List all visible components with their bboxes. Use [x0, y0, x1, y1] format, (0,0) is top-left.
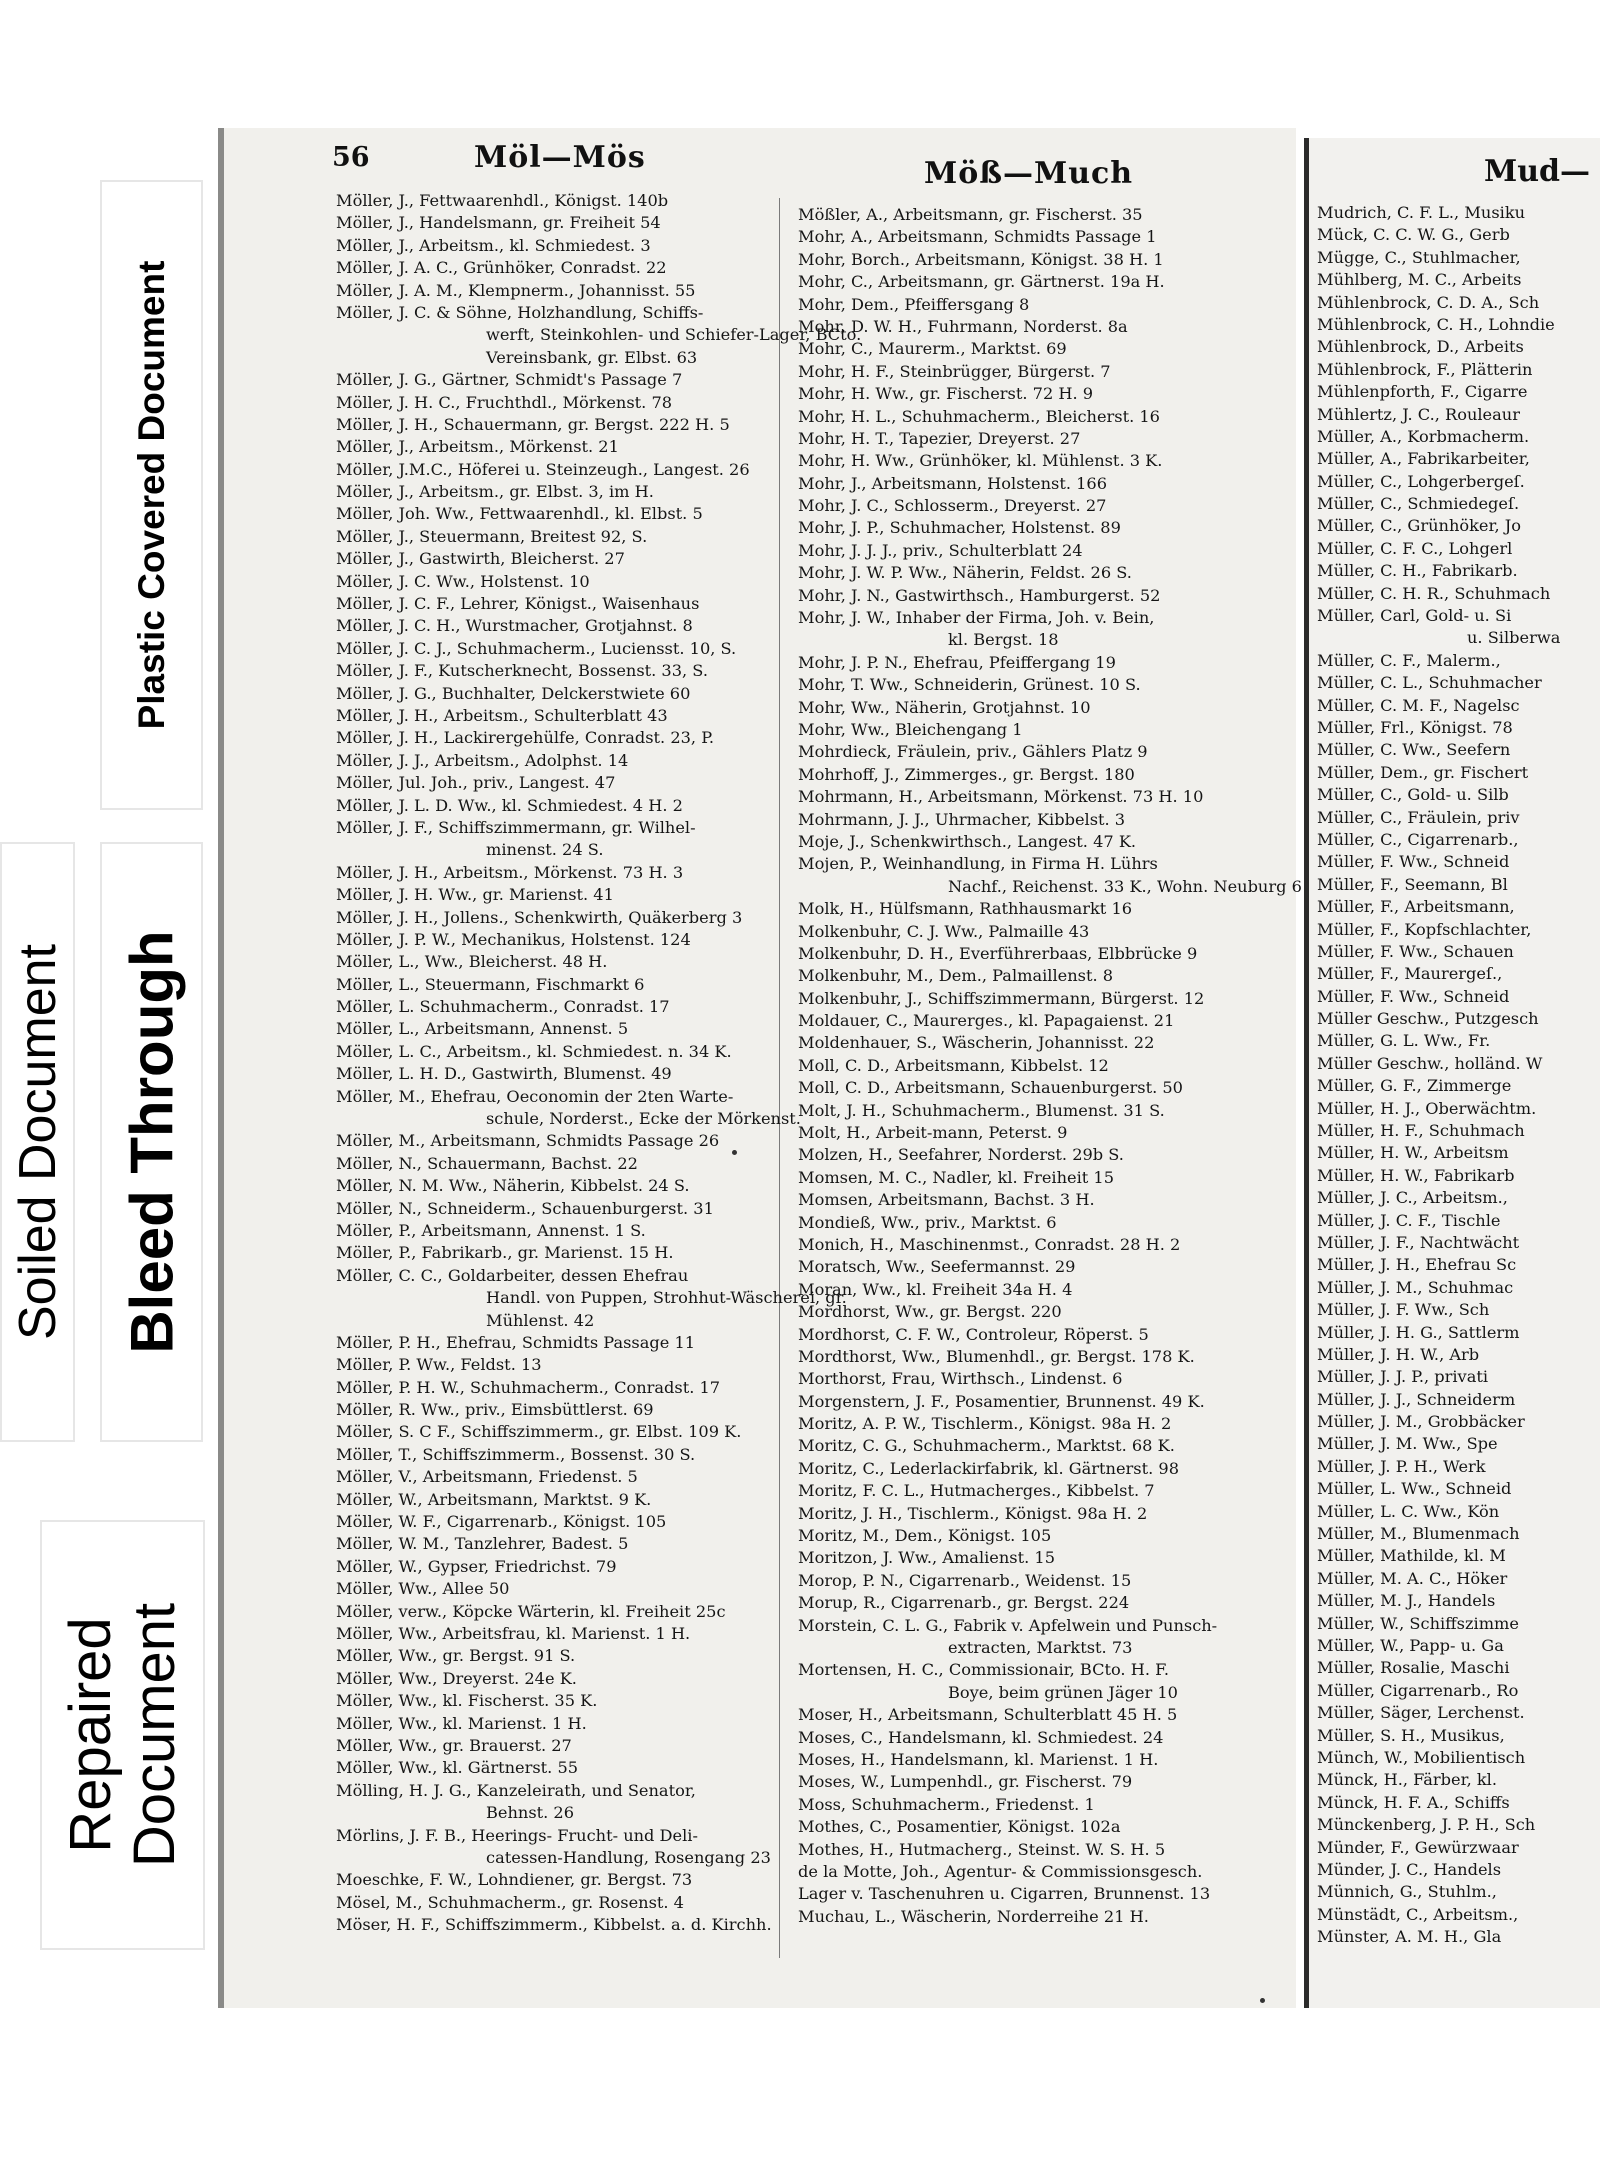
directory-entry-line: Möller, W. F., Cigarrenarb., Königst. 105 [336, 1512, 667, 1532]
directory-entry-line: Mothes, H., Hutmacherg., Steinst. W. S. H. 5 [798, 1839, 1166, 1859]
directory-entry-line: Mortensen, H. C., Commissionair, BCto. H. F. [798, 1660, 1169, 1680]
directory-entry-line: Möller, J. L. D. Ww., kl. Schmiedest. 4 H. 2 [336, 795, 683, 815]
page-number: 56 [332, 142, 370, 173]
directory-entry-line: Mohrmann, H., Arbeitsmann, Mörkenst. 73 H. 10 [798, 787, 1204, 807]
directory-entry-line: Müller, J. M. Ww., Spe [1317, 1434, 1498, 1454]
directory-entry-line: Müller, J. H. G., Sattlerm [1317, 1322, 1520, 1342]
directory-entry-line: Morgenstern, J. F., Posamentier, Brunnenst. 49 K. [798, 1391, 1205, 1411]
directory-entry-line: Müller, C., Lohgerbergeſ. [1317, 471, 1525, 491]
directory-entry-line: Müller, C. F., Malerm., [1317, 650, 1501, 670]
directory-entry-line: Möller, J. H., Schauermann, gr. Bergst. 222 H. 5 [336, 414, 730, 434]
directory-entry-line: Mohr, C., Maurerm., Marktst. 69 [798, 339, 1067, 359]
directory-entry-line: Möller, J. P. W., Mechanikus, Holstenst. 124 [336, 929, 691, 949]
directory-entry-line: Mohr, J. P. N., Ehefrau, Pfeiffergang 19 [798, 652, 1116, 672]
directory-entry-line: Mohr, D. W. H., Fuhrmann, Norderst. 8a [798, 316, 1128, 336]
directory-entry-line: Müller, C., Fräulein, priv [1317, 807, 1520, 827]
directory-entry-line: Müller, L. C. Ww., Kön [1317, 1501, 1500, 1521]
directory-entry-line: Mohr, Ww., Näherin, Grotjahnst. 10 [798, 697, 1091, 717]
directory-entry-line: Möller, J. A. M., Klempnerm., Johannisst. 55 [336, 280, 696, 300]
directory-entry-line: werft, Steinkohlen- und Schiefer-Lager, BCto. [486, 325, 862, 345]
directory-entry-line: Müller Geschw., Putzgesch [1317, 1009, 1539, 1029]
directory-entry-line: Möller, W. M., Tanzlehrer, Badest. 5 [336, 1534, 629, 1554]
scan-bottom-margin [205, 2008, 1600, 2177]
directory-entry-line: Münder, J. C., Handels [1317, 1859, 1502, 1879]
directory-entry-line: Möller, Ww., gr. Brauerst. 27 [336, 1735, 572, 1755]
directory-entry-line: Vereinsbank, gr. Elbst. 63 [486, 347, 698, 367]
directory-entry-line: Möller, J., Gastwirth, Bleicherst. 27 [336, 549, 625, 569]
directory-entry-line: Möller, J. G., Buchhalter, Delckerstwiete 60 [336, 683, 691, 703]
directory-entry-line: Müller, Rosalie, Maschi [1317, 1658, 1510, 1678]
directory-entry-line: Müller, Mathilde, kl. M [1317, 1546, 1506, 1566]
directory-entry-line: Müller, J. H., Ehefrau Sc [1317, 1255, 1517, 1275]
directory-entry-line: Möller, J. C. F., Lehrer, Königst., Waisenhaus [336, 594, 700, 614]
directory-entry-line: Behnst. 26 [486, 1803, 575, 1823]
left-directory-column [336, 190, 862, 1970]
directory-entry-line: Mohr, T. Ww., Schneiderin, Grünest. 10 S. [798, 675, 1141, 695]
directory-entry-line: Münch, W., Mobilientisch [1317, 1747, 1526, 1767]
directory-entry-line: Möller, J. C. J., Schuhmacherm., Luciensst. 10, S. [336, 638, 737, 658]
directory-entry-line: Müller, C., Schmiedegeſ. [1317, 494, 1520, 514]
directory-entry-line: Müller, G. L. Ww., Fr. [1317, 1031, 1491, 1051]
directory-entry-line: Müller, J. F., Nachtwächt [1317, 1232, 1520, 1252]
directory-entry-line: Mühlertz, J. C., Rouleaur [1317, 404, 1520, 424]
directory-entry-line: Möller, W., Arbeitsmann, Marktst. 9 K. [336, 1489, 652, 1509]
directory-entry-line: Moritz, F. C. L., Hutmacherges., Kibbelst. 7 [798, 1481, 1155, 1501]
directory-entry-line: Mohr, J. J. J., priv., Schulterblatt 24 [798, 540, 1083, 560]
directory-entry-line: Möller, J., Fettwaarenhdl., Königst. 140b [336, 191, 669, 210]
directory-entry-line: Müller, J. F. Ww., Sch [1317, 1300, 1490, 1320]
directory-entry-line: Moritz, M., Dem., Königst. 105 [798, 1526, 1052, 1546]
directory-entry-line: Mohrhoff, J., Zimmerges., gr. Bergst. 180 [798, 764, 1135, 784]
directory-entry-line: Mühlenbrock, C. H., Lohndie [1317, 314, 1555, 334]
directory-entry-line: Morthorst, Frau, Wirthsch., Lindenst. 6 [798, 1369, 1123, 1389]
directory-entry-line: Mühlberg, M. C., Arbeits [1317, 270, 1522, 290]
directory-entry-line: Müller, J. J. P., privati [1317, 1367, 1489, 1387]
right-directory-column [1317, 202, 1607, 1982]
label-repaired-document [40, 1520, 205, 1950]
directory-entry-line: Möller, Jul. Joh., priv., Langest. 47 [336, 773, 616, 793]
directory-entry-line: Mohr, C., Arbeitsmann, gr. Gärtnerst. 19a H. [798, 272, 1165, 292]
label-plastic-covered-document-text: Plastic Covered Document [130, 260, 172, 730]
directory-entry-line: Müller, S. H., Musikus, [1317, 1725, 1505, 1745]
directory-entry-line: Müller, C. H., Fabrikarb. [1317, 561, 1518, 581]
directory-entry-line: Moritzon, J. Ww., Amalienst. 15 [798, 1548, 1056, 1568]
directory-entry-line: Möller, C. C., Goldarbeiter, dessen Ehefrau [336, 1265, 689, 1285]
directory-entry-line: Möller, L., Steuermann, Fischmarkt 6 [336, 974, 645, 994]
directory-entry-line: Molk, H., Hülfsmann, Rathhausmarkt 16 [798, 899, 1133, 919]
directory-entry-line: Möller, N., Schauermann, Bachst. 22 [336, 1153, 638, 1173]
directory-entry-line: Möller, R. Ww., priv., Eimsbüttlerst. 69 [336, 1400, 654, 1420]
directory-entry-line: Münck, H. F. A., Schiffs [1317, 1792, 1510, 1812]
label-bleed-through-text: Bleed Through [118, 930, 185, 1354]
directory-entry-line: Müller, A., Fabrikarbeiter, [1317, 449, 1530, 469]
directory-entry-line: Mölling, H. J. G., Kanzeleirath, und Senator, [336, 1780, 696, 1800]
directory-entry-line: Moldenhauer, S., Wäscherin, Johannisst. 22 [798, 1033, 1155, 1053]
left-running-head: Möl—Mös [474, 140, 646, 175]
directory-entry-line: Möller, N., Schneiderm., Schauenburgerst. 31 [336, 1198, 714, 1218]
directory-entry-line: Mohr, J. W., Inhaber der Firma, Joh. v. Bein, [798, 608, 1155, 628]
directory-entry-line: Morstein, C. L. G., Fabrik v. Apfelwein und Punsch- [798, 1615, 1218, 1635]
directory-entry-line: Möller, J. C. Ww., Holstenst. 10 [336, 571, 590, 591]
directory-entry-line: Möller, P. H. W., Schuhmacherm., Conradst. 17 [336, 1377, 721, 1397]
book-page-right [1304, 138, 1600, 2018]
directory-entry-line: Moran, Ww., kl. Freiheit 34a H. 4 [798, 1279, 1073, 1299]
directory-entry-line: Münckenberg, J. P. H., Sch [1317, 1815, 1536, 1835]
directory-entry-line: Möller, verw., Köpcke Wärterin, kl. Freiheit 25c [336, 1601, 726, 1621]
directory-entry-line: Mohr, J. N., Gastwirthsch., Hamburgerst. 52 [798, 585, 1161, 605]
directory-entry-line: Moldauer, C., Maurerges., kl. Papagaienst. 21 [798, 1011, 1175, 1031]
directory-entry-line: Möller, J. F., Schiffszimmermann, gr. Wilhel- [336, 817, 696, 837]
label-strip [0, 0, 205, 2177]
directory-entry-line: Mondieß, Ww., priv., Marktst. 6 [798, 1212, 1057, 1232]
directory-entry-line: Mühlenpforth, F., Cigarre [1317, 382, 1528, 402]
directory-entry-line: Möller, J. H., Arbeitsm., Mörkenst. 73 H. 3 [336, 862, 684, 882]
directory-entry-line: Möller, J. H., Lackirergehülfe, Conradst. 23, P. [336, 728, 714, 748]
directory-entry-line: Moser, H., Arbeitsmann, Schulterblatt 45 H. 5 [798, 1705, 1178, 1725]
directory-entry-line: Müller, L. Ww., Schneid [1317, 1479, 1512, 1499]
directory-entry-line: Mojen, P., Weinhandlung, in Firma H. Lührs [798, 854, 1158, 874]
directory-entry-line: Mohr, J. W. P. Ww., Näherin, Feldst. 26 S. [798, 563, 1132, 583]
directory-entry-line: Müller, F. Ww., Schneid [1317, 986, 1510, 1006]
directory-entry-line: Moeschke, F. W., Lohndiener, gr. Bergst. 73 [336, 1870, 693, 1890]
directory-entry-line: Möller, P. H., Ehefrau, Schmidts Passage 11 [336, 1332, 696, 1352]
directory-entry-line: Möller, V., Arbeitsmann, Friedenst. 5 [336, 1467, 638, 1487]
directory-entry-line: Möller, L. Schuhmacherm., Conradst. 17 [336, 997, 670, 1017]
directory-entry-line: Möller, L. H. D., Gastwirth, Blumenst. 49 [336, 1064, 672, 1084]
directory-entry-line: Möller, T., Schiffszimmerm., Bossenst. 30 S. [336, 1444, 696, 1464]
directory-entry-line: Mohr, H. Ww., Grünhöker, kl. Mühlenst. 3 K. [798, 451, 1163, 471]
directory-entry-line: Müller, Carl, Gold- u. Si [1317, 606, 1512, 626]
directory-entry-line: Möller, Ww., Dreyerst. 24e K. [336, 1668, 577, 1688]
directory-entry-line: Mohr, H. L., Schuhmacherm., Bleicherst. 16 [798, 406, 1160, 426]
directory-entry-line: Möller, J. C. & Söhne, Holzhandlung, Schiffs- [336, 302, 704, 322]
directory-entry-line: Molkenbuhr, C. J. Ww., Palmaille 43 [798, 921, 1090, 941]
directory-entry-line: Müller, C. L., Schuhmacher [1317, 673, 1542, 693]
directory-entry-line: Müller, M. A. C., Höker [1317, 1568, 1508, 1588]
directory-entry-line: Muchau, L., Wäscherin, Norderreihe 21 H. [798, 1906, 1149, 1926]
directory-entry-line: Möller, W., Gypser, Friedrichst. 79 [336, 1556, 617, 1576]
directory-entry-line: Mohr, J. P., Schuhmacher, Holstenst. 89 [798, 518, 1121, 538]
directory-entry-line: Möller, J., Arbeitsm., kl. Schmiedest. 3 [336, 235, 651, 255]
ink-speck [732, 1150, 737, 1155]
directory-entry-line: Mörlins, J. F. B., Heerings- Frucht- und Deli- [336, 1825, 698, 1845]
directory-entry-line: Mohrmann, J. J., Uhrmacher, Kibbelst. 3 [798, 809, 1126, 829]
directory-entry-line: Möller, J. H. C., Fruchthdl., Mörkenst. 78 [336, 392, 673, 412]
directory-entry-line: Moss, Schuhmacherm., Friedenst. 1 [798, 1794, 1095, 1814]
directory-entry-line: Möller, M., Arbeitsmann, Schmidts Passage 26 [336, 1131, 720, 1151]
directory-entry-line: Molkenbuhr, M., Dem., Palmaillenst. 8 [798, 966, 1114, 986]
directory-entry-line: schule, Norderst., Ecke der Mörkenst. [486, 1109, 801, 1129]
directory-entry-line: Momsen, Arbeitsmann, Bachst. 3 H. [798, 1190, 1095, 1210]
directory-entry-line: Mohr, Ww., Bleichengang 1 [798, 719, 1023, 739]
directory-entry-line: Müller, H. W., Arbeitsm [1317, 1143, 1509, 1163]
directory-entry-line: Möller, J. H. Ww., gr. Marienst. 41 [336, 885, 614, 905]
directory-entry-line: Möller, Ww., gr. Bergst. 91 S. [336, 1646, 576, 1666]
directory-entry-line: Müller, Säger, Lerchenst. [1317, 1703, 1525, 1723]
directory-entry-line: Müller, C., Grünhöker, Jo [1317, 516, 1521, 536]
directory-entry-line: Molkenbuhr, D. H., Everführerbaas, Elbbrücke 9 [798, 943, 1198, 963]
directory-entry-line: Müller, J. J., Schneiderm [1317, 1389, 1516, 1409]
directory-entry-line: Möller, J., Handelsmann, gr. Freiheit 54 [336, 213, 661, 233]
directory-entry-line: catessen-Handlung, Rosengang 23 [486, 1847, 771, 1867]
directory-entry-line: Müller, J. M., Grobbäcker [1317, 1412, 1525, 1432]
directory-entry-line: Müller, F. Ww., Schneid [1317, 852, 1510, 872]
directory-entry-line: Molzen, H., Seefahrer, Norderst. 29b S. [798, 1145, 1124, 1165]
directory-entry-line: Müller, Dem., gr. Fischert [1317, 762, 1529, 782]
directory-entry-line: Münder, F., Gewürzwaar [1317, 1837, 1519, 1857]
directory-entry-line: Lager v. Taschenuhren u. Cigarren, Brunnenst. 13 [798, 1884, 1211, 1904]
directory-entry-line: Morup, R., Cigarrenarb., gr. Bergst. 224 [798, 1593, 1130, 1613]
directory-entry-line: Müller, W., Papp- u. Ga [1317, 1636, 1504, 1655]
directory-entry-line: Müller, Frl., Königst. 78 [1317, 717, 1513, 737]
directory-entry-line: Mück, C. C. W. G., Gerb [1317, 225, 1510, 245]
directory-entry-line: Mordthorst, Ww., Blumenhdl., gr. Bergst. 178 K. [798, 1346, 1195, 1366]
directory-entry-line: Möller, J., Arbeitsm., Mörkenst. 21 [336, 437, 619, 457]
directory-entry-line: Möller, Ww., Arbeitsfrau, kl. Marienst. 1 H. [336, 1624, 691, 1643]
directory-entry-line: Mohr, Borch., Arbeitsmann, Königst. 38 H. 1 [798, 249, 1164, 269]
directory-entry-line: Möller, Ww., kl. Marienst. 1 H. [336, 1713, 587, 1733]
directory-entry-line: Molkenbuhr, J., Schiffszimmermann, Bürgerst. 12 [798, 988, 1205, 1008]
directory-entry-line: Mühlenbrock, C. D. A., Sch [1317, 292, 1540, 312]
directory-entry-line: Mordhorst, Ww., gr. Bergst. 220 [798, 1302, 1062, 1322]
directory-entry-line: Müller, M. J., Handels [1317, 1591, 1496, 1611]
directory-entry-line: Müller, G. F., Zimmerge [1317, 1076, 1512, 1096]
directory-entry-line: Müller, M., Blumenmach [1317, 1524, 1520, 1544]
directory-entry-line: Mühlenbrock, F., Plätterin [1317, 359, 1533, 379]
directory-entry-line: Monich, H., Maschinenmst., Conradst. 28 H. 2 [798, 1234, 1181, 1254]
directory-entry-line: Möller, P. Ww., Feldst. 13 [336, 1355, 542, 1375]
directory-entry-line: Müller, F., Kopfschlachter, [1317, 919, 1532, 939]
directory-entry-line: Moll, C. D., Arbeitsmann, Kibbelst. 12 [798, 1055, 1109, 1075]
directory-entry-line: Möller, L., Arbeitsmann, Annenst. 5 [336, 1019, 629, 1039]
directory-entry-line: Müller, F., Arbeitsmann, [1317, 897, 1515, 917]
directory-entry-line: Müller, A., Korbmacherm. [1317, 426, 1530, 446]
directory-entry-line: Moritz, C. G., Schuhmacherm., Marktst. 68 K. [798, 1436, 1175, 1456]
directory-entry-line: Münck, H., Färber, kl. [1317, 1770, 1497, 1790]
directory-entry-line: Münstädt, C., Arbeitsm., [1317, 1904, 1519, 1924]
directory-entry-line: Molt, J. H., Schuhmacherm., Blumenst. 31 S. [798, 1100, 1165, 1120]
directory-entry-line: extracten, Marktst. 73 [948, 1638, 1133, 1657]
directory-entry-line: Möller, J. H., Arbeitsm., Schulterblatt 43 [336, 705, 668, 725]
label-soiled-document-text: Soiled Document [8, 944, 67, 1340]
label-repaired-document-text: Repaired Document [57, 1602, 187, 1868]
directory-entry-line: Müller, H. W., Fabrikarb [1317, 1165, 1515, 1185]
center-directory-column [798, 204, 1302, 1984]
directory-entry-line: Müller, F., Maurergeſ., [1317, 964, 1503, 984]
directory-entry-line: Möller, L. C., Arbeitsm., kl. Schmiedest. n. 34 K. [336, 1041, 732, 1061]
directory-entry-line: Mothes, C., Posamentier, Königst. 102a [798, 1817, 1121, 1837]
directory-entry-line: Mößler, A., Arbeitsmann, gr. Fischerst. 35 [798, 205, 1143, 224]
directory-entry-line: Moratsch, Ww., Seefermannst. 29 [798, 1257, 1076, 1277]
directory-entry-line: Münnich, G., Stuhlm., [1317, 1882, 1497, 1902]
directory-entry-line: minenst. 24 S. [486, 840, 604, 860]
right-running-head: Mud— [1484, 154, 1590, 189]
book-page-left [218, 128, 1302, 2008]
directory-entry-line: Morop, P. N., Cigarrenarb., Weidenst. 15 [798, 1570, 1132, 1590]
directory-entry-line: Mühlenbrock, D., Arbeits [1317, 337, 1524, 357]
directory-entry-line: de la Motte, Joh., Agentur- & Commissionsgesch. [798, 1861, 1203, 1881]
directory-entry-line: Müller, F. Ww., Schauen [1317, 941, 1514, 961]
directory-entry-line: Möller, Joh. Ww., Fettwaarenhdl., kl. Elbst. 5 [336, 504, 703, 524]
directory-entry-line: Möller, P., Fabrikarb., gr. Marienst. 15 H. [336, 1243, 674, 1263]
directory-entry-line: u. Silberwa [1467, 628, 1561, 648]
directory-entry-line: Nachf., Reichenst. 33 K., Wohn. Neuburg 6 [948, 876, 1302, 896]
directory-entry-line: Möller, J. H., Jollens., Schenkwirth, Quäkerberg 3 [336, 907, 743, 927]
directory-entry-line: Möller, J., Arbeitsm., gr. Elbst. 3, im H. [336, 482, 654, 502]
directory-entry-line: Molt, H., Arbeit-mann, Peterst. 9 [798, 1123, 1068, 1143]
directory-entry-line: Müller, F., Seemann, Bl [1317, 874, 1508, 894]
directory-entry-line: Möller, L., Ww., Bleicherst. 48 H. [336, 952, 608, 972]
directory-entry-line: Möller, P., Arbeitsmann, Annenst. 1 S. [336, 1220, 646, 1240]
label-soiled-document [0, 842, 75, 1442]
directory-entry-line: Momsen, M. C., Nadler, kl. Freiheit 15 [798, 1167, 1115, 1187]
directory-entry-line: Mohr, Dem., Pfeiffersgang 8 [798, 294, 1030, 314]
directory-entry-line: Müller, J. C., Arbeitsm., [1317, 1188, 1508, 1208]
directory-entry-line: Mügge, C., Stuhlmacher, [1317, 247, 1521, 267]
directory-entry-line: Moll, C. D., Arbeitsmann, Schauenburgerst. 50 [798, 1078, 1183, 1098]
directory-entry-line: Möller, J. J., Arbeitsm., Adolphst. 14 [336, 750, 629, 770]
directory-entry-line: Mohrdieck, Fräulein, priv., Gählers Platz 9 [798, 742, 1148, 762]
directory-entry-line: Möller, J.M.C., Höferei u. Steinzeugh., Langest. 26 [336, 459, 750, 479]
directory-entry-line: kl. Bergst. 18 [948, 630, 1059, 650]
directory-entry-line: Mohr, J. C., Schlosserm., Dreyerst. 27 [798, 496, 1107, 516]
directory-entry-line: Handl. von Puppen, Strohhut-Wäscherei, gr. [486, 1288, 847, 1308]
directory-entry-line: Müller, J. M., Schuhmac [1317, 1277, 1514, 1297]
directory-entry-line: Möller, Ww., Allee 50 [336, 1579, 510, 1599]
directory-entry-line: Möller, J. G., Gärtner, Schmidt's Passage 7 [336, 370, 683, 390]
directory-entry-line: Müller, C. F. C., Lohgerl [1317, 538, 1513, 558]
directory-entry-line: Möller, J. F., Kutscherknecht, Bossenst. 33, S. [336, 661, 708, 681]
directory-entry-line: Mohr, H. F., Steinbrügger, Bürgerst. 7 [798, 361, 1111, 381]
directory-entry-line: Mohr, H. T., Tapezier, Dreyerst. 27 [798, 428, 1081, 448]
directory-entry-line: Möser, H. F., Schiffszimmerm., Kibbelst. a. d. Kirchh. [336, 1915, 772, 1935]
directory-entry-line: Müller, Cigarrenarb., Ro [1317, 1680, 1519, 1700]
directory-entry-line: Münster, A. M. H., Gla [1317, 1927, 1502, 1947]
directory-entry-line: Mohr, A., Arbeitsmann, Schmidts Passage 1 [798, 227, 1157, 247]
label-plastic-covered-document [100, 180, 203, 810]
directory-entry-line: Müller, H. J., Oberwächtm. [1317, 1098, 1537, 1118]
directory-entry-line: Müller Geschw., holländ. W [1317, 1053, 1543, 1073]
directory-entry-line: Moje, J., Schenkwirthsch., Langest. 47 K. [798, 831, 1137, 851]
directory-entry-line: Mordhorst, C. F. W., Controleur, Röperst. 5 [798, 1324, 1149, 1344]
directory-entry-line: Boye, beim grünen Jäger 10 [948, 1682, 1178, 1702]
directory-entry-line: Müller, J. C. F., Tischle [1317, 1210, 1501, 1230]
ink-speck [1260, 1998, 1265, 2003]
directory-entry-line: Müller, J. P. H., Werk [1317, 1456, 1486, 1476]
directory-entry-line: Müller, C. H. R., Schuhmach [1317, 583, 1551, 603]
directory-entry-line: Müller, H. F., Schuhmach [1317, 1121, 1525, 1141]
center-running-head: Möß—Much [924, 156, 1134, 191]
directory-entry-line: Mohr, J., Arbeitsmann, Holstenst. 166 [798, 473, 1108, 493]
directory-entry-line: Mösel, M., Schuhmacherm., gr. Rosenst. 4 [336, 1892, 684, 1912]
label-bleed-through [100, 842, 203, 1442]
directory-entry-line: Moses, W., Lumpenhdl., gr. Fischerst. 79 [798, 1772, 1133, 1792]
directory-entry-line: Moses, C., Handelsmann, kl. Schmiedest. 24 [798, 1727, 1164, 1747]
directory-entry-line: Müller, C., Gold- u. Silb [1317, 785, 1509, 805]
directory-entry-line: Möller, J. C. H., Wurstmacher, Grotjahnst. 8 [336, 616, 693, 636]
directory-entry-line: Möller, Ww., kl. Gärtnerst. 55 [336, 1758, 579, 1778]
directory-entry-line: Möller, N. M. Ww., Näherin, Kibbelst. 24 S. [336, 1176, 690, 1196]
directory-entry-line: Mohr, H. Ww., gr. Fischerst. 72 H. 9 [798, 384, 1094, 404]
directory-entry-line: Moritz, C., Lederlackirfabrik, kl. Gärtnerst. 98 [798, 1458, 1179, 1478]
directory-entry-line: Möller, S. C F., Schiffszimmerm., gr. Elbst. 109 K. [336, 1422, 742, 1442]
directory-entry-line: Moritz, J. H., Tischlerm., Königst. 98a H. 2 [798, 1503, 1148, 1523]
directory-entry-line: Möller, Ww., kl. Fischerst. 35 K. [336, 1691, 598, 1711]
directory-entry-line: Moritz, A. P. W., Tischlerm., Königst. 98a H. 2 [798, 1414, 1172, 1434]
directory-entry-line: Mühlenst. 42 [486, 1310, 595, 1330]
directory-entry-line: Möller, J., Steuermann, Breitest 92, S. [336, 526, 648, 546]
directory-entry-line: Moses, H., Handelsmann, kl. Marienst. 1 H. [798, 1749, 1159, 1769]
directory-entry-line: Müller, J. H. W., Arb [1317, 1344, 1480, 1364]
directory-entry-line: Möller, M., Ehefrau, Oeconomin der 2ten Warte- [336, 1086, 734, 1106]
directory-entry-line: Möller, J. A. C., Grünhöker, Conradst. 22 [336, 258, 667, 278]
directory-entry-line: Müller, C., Cigarrenarb., [1317, 829, 1519, 849]
directory-entry-line: Mudrich, C. F. L., Musiku [1317, 203, 1526, 222]
directory-entry-line: Müller, W., Schiffszimme [1317, 1613, 1519, 1633]
directory-entry-line: Müller, C. M. F., Nagelsc [1317, 695, 1520, 715]
directory-entry-line: Müller, C. Ww., Seefern [1317, 740, 1511, 760]
